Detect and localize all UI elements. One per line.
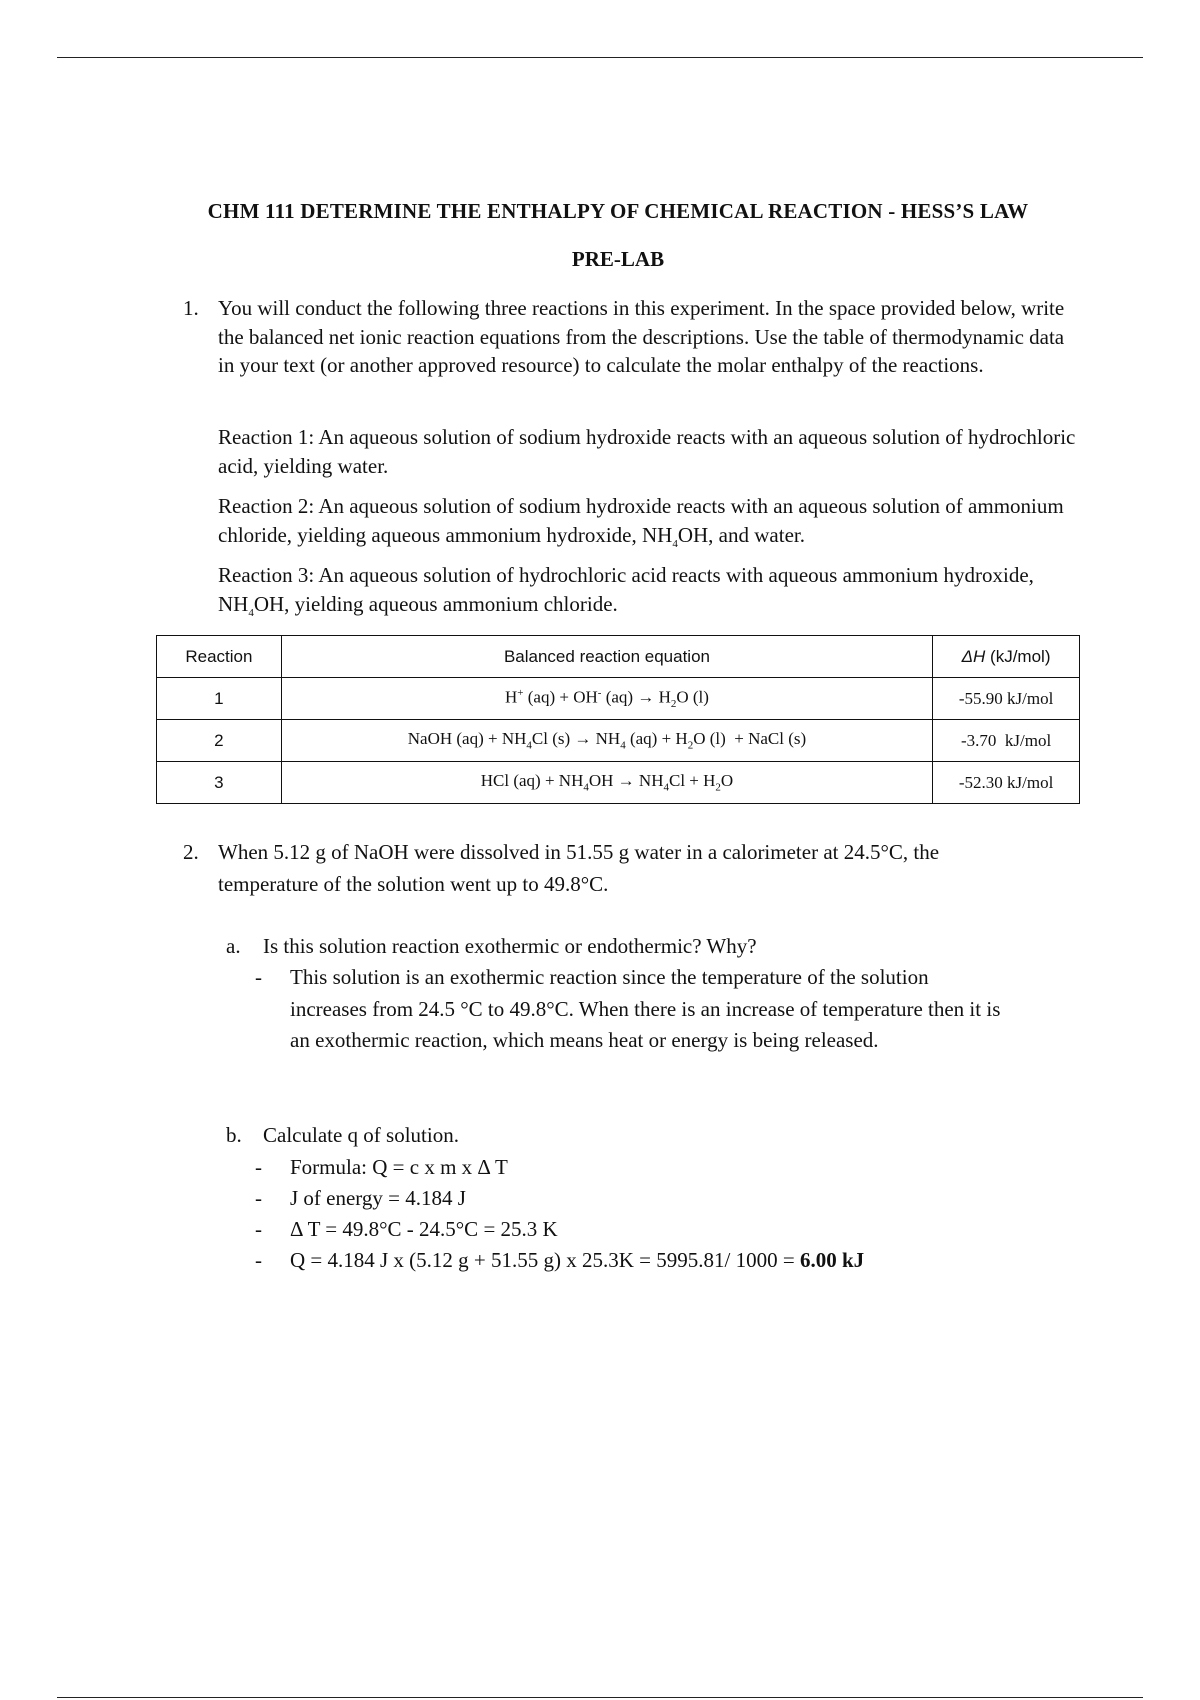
subscript: 4 xyxy=(663,781,669,794)
subscript: 4 xyxy=(583,781,589,794)
eq-part: OH → NH xyxy=(588,771,664,791)
enthalpy-value: -3.70 kJ/mol xyxy=(933,720,1080,762)
part-b-letter: b. xyxy=(226,1123,242,1147)
eq-part: (aq) → H xyxy=(601,687,671,707)
equation-cell xyxy=(281,762,932,804)
header-enthalpy xyxy=(933,636,1080,678)
eq-part: O (l) xyxy=(676,687,709,707)
reaction-3-description xyxy=(218,561,1098,627)
eq-part: H xyxy=(505,687,518,707)
question-number: 1. xyxy=(183,296,199,320)
subscript: 2 xyxy=(670,698,677,711)
reaction-1-description: Reaction 1: An aqueous solution of sodium hydroxide reacts with an aqueous solution of hydrochloric acid, yielding water. xyxy=(218,425,1076,478)
eq-part: Cl + H xyxy=(668,771,716,791)
subscript: 2 xyxy=(715,781,721,794)
eq-part: (aq) + OH xyxy=(523,687,598,707)
part-a-answer: This solution is an exothermic reaction since the temperature of the solution increases from 24.5 °C to 49.8°C. When there is an increase of temperature then it is an exothermic reaction, which means heat or energy is being released. xyxy=(290,965,1001,1052)
reaction-number: 2 xyxy=(157,720,282,762)
reaction-number: 3 xyxy=(157,762,282,804)
eq-part: (aq) + H xyxy=(625,729,688,749)
eq-part: O (l) + NaCl (s) xyxy=(693,729,807,749)
delta-h-unit: (kJ/mol) xyxy=(985,646,1051,666)
reaction-2-text: Reaction 2: An aqueous solution of sodium hydroxide reacts with an aqueous solution of ammonium chloride, yielding aqueous ammonium hydroxide, NH xyxy=(218,494,1064,547)
enthalpy-value: -52.30 kJ/mol xyxy=(933,762,1080,804)
q-result-line xyxy=(290,1248,864,1273)
q-calculation: Q = 4.184 J x (5.12 g + 51.55 g) x 25.3K = 5995.81/ 1000 = xyxy=(290,1248,800,1272)
subscript: 4 xyxy=(526,739,532,752)
part-b-question: Calculate q of solution. xyxy=(263,1123,459,1147)
eq-part: O xyxy=(720,771,734,791)
delta-t-line: Δ T = 49.8°C - 24.5°C = 25.3 K xyxy=(290,1217,558,1241)
energy-line: J of energy = 4.184 J xyxy=(290,1186,466,1210)
bullet-dash: - xyxy=(255,1155,262,1179)
subscript: 4 xyxy=(672,537,678,550)
table-row xyxy=(157,762,1080,804)
subscript: 4 xyxy=(248,606,254,619)
part-a-question: Is this solution reaction exothermic or endothermic? Why? xyxy=(263,934,757,958)
superscript: + xyxy=(517,686,524,699)
reaction-number: 1 xyxy=(157,678,282,720)
page-subtitle: PRE-LAB xyxy=(571,247,665,271)
page-title: CHM 111 DETERMINE THE ENTHALPY OF CHEMICAL REACTION - HESS’S LAW xyxy=(207,199,1029,223)
reaction-3-text: Reaction 3: An aqueous solution of hydrochloric acid reacts with aqueous ammonium hydroxide, NH xyxy=(218,563,1034,616)
question-1-text: You will conduct the following three reactions in this experiment. In the space provided below, write the balanced net ionic reaction equations from the descriptions. Use the table of thermodynamic data in your text (or another approved resource) to calculate the molar enthalpy of the reactions. xyxy=(218,296,1065,377)
bullet-dash: - xyxy=(255,965,262,989)
question-2-text: When 5.12 g of NaOH were dissolved in 51.55 g water in a calorimeter at 24.5°C, the temperature of the solution went up to 49.8°C. xyxy=(218,840,940,896)
reaction-3-text-end: OH, yielding aqueous ammonium chloride. xyxy=(253,591,618,616)
superscript: - xyxy=(597,686,602,699)
bullet-dash: - xyxy=(255,1248,262,1272)
table-row xyxy=(157,678,1080,720)
eq-part: Cl (s) → NH xyxy=(531,729,621,749)
subscript: 4 xyxy=(620,739,626,752)
table-header-row xyxy=(157,636,1080,678)
bullet-dash: - xyxy=(255,1186,262,1210)
reaction-2-description xyxy=(218,492,1098,558)
enthalpy-value: -55.90 kJ/mol xyxy=(933,678,1080,720)
top-rule xyxy=(57,57,1143,58)
subscript: 2 xyxy=(687,739,694,752)
formula-line: Formula: Q = c x m x Δ T xyxy=(290,1155,508,1179)
eq-part: HCl (aq) + NH xyxy=(480,771,584,791)
header-reaction: Reaction xyxy=(157,636,282,678)
equation-cell xyxy=(281,720,932,762)
q-result: 6.00 kJ xyxy=(799,1248,865,1272)
bullet-dash: - xyxy=(255,1217,262,1241)
bottom-rule xyxy=(57,1697,1143,1698)
question-number: 2. xyxy=(183,840,199,864)
delta-h-symbol: ΔH xyxy=(961,646,986,666)
reaction-2-text-end: OH, and water. xyxy=(677,522,805,547)
reaction-table xyxy=(156,635,1080,804)
eq-part: NaOH (aq) + NH xyxy=(407,729,527,749)
equation-cell xyxy=(281,678,932,720)
part-a-letter: a. xyxy=(226,934,241,958)
header-equation: Balanced reaction equation xyxy=(281,636,932,678)
table-row xyxy=(157,720,1080,762)
